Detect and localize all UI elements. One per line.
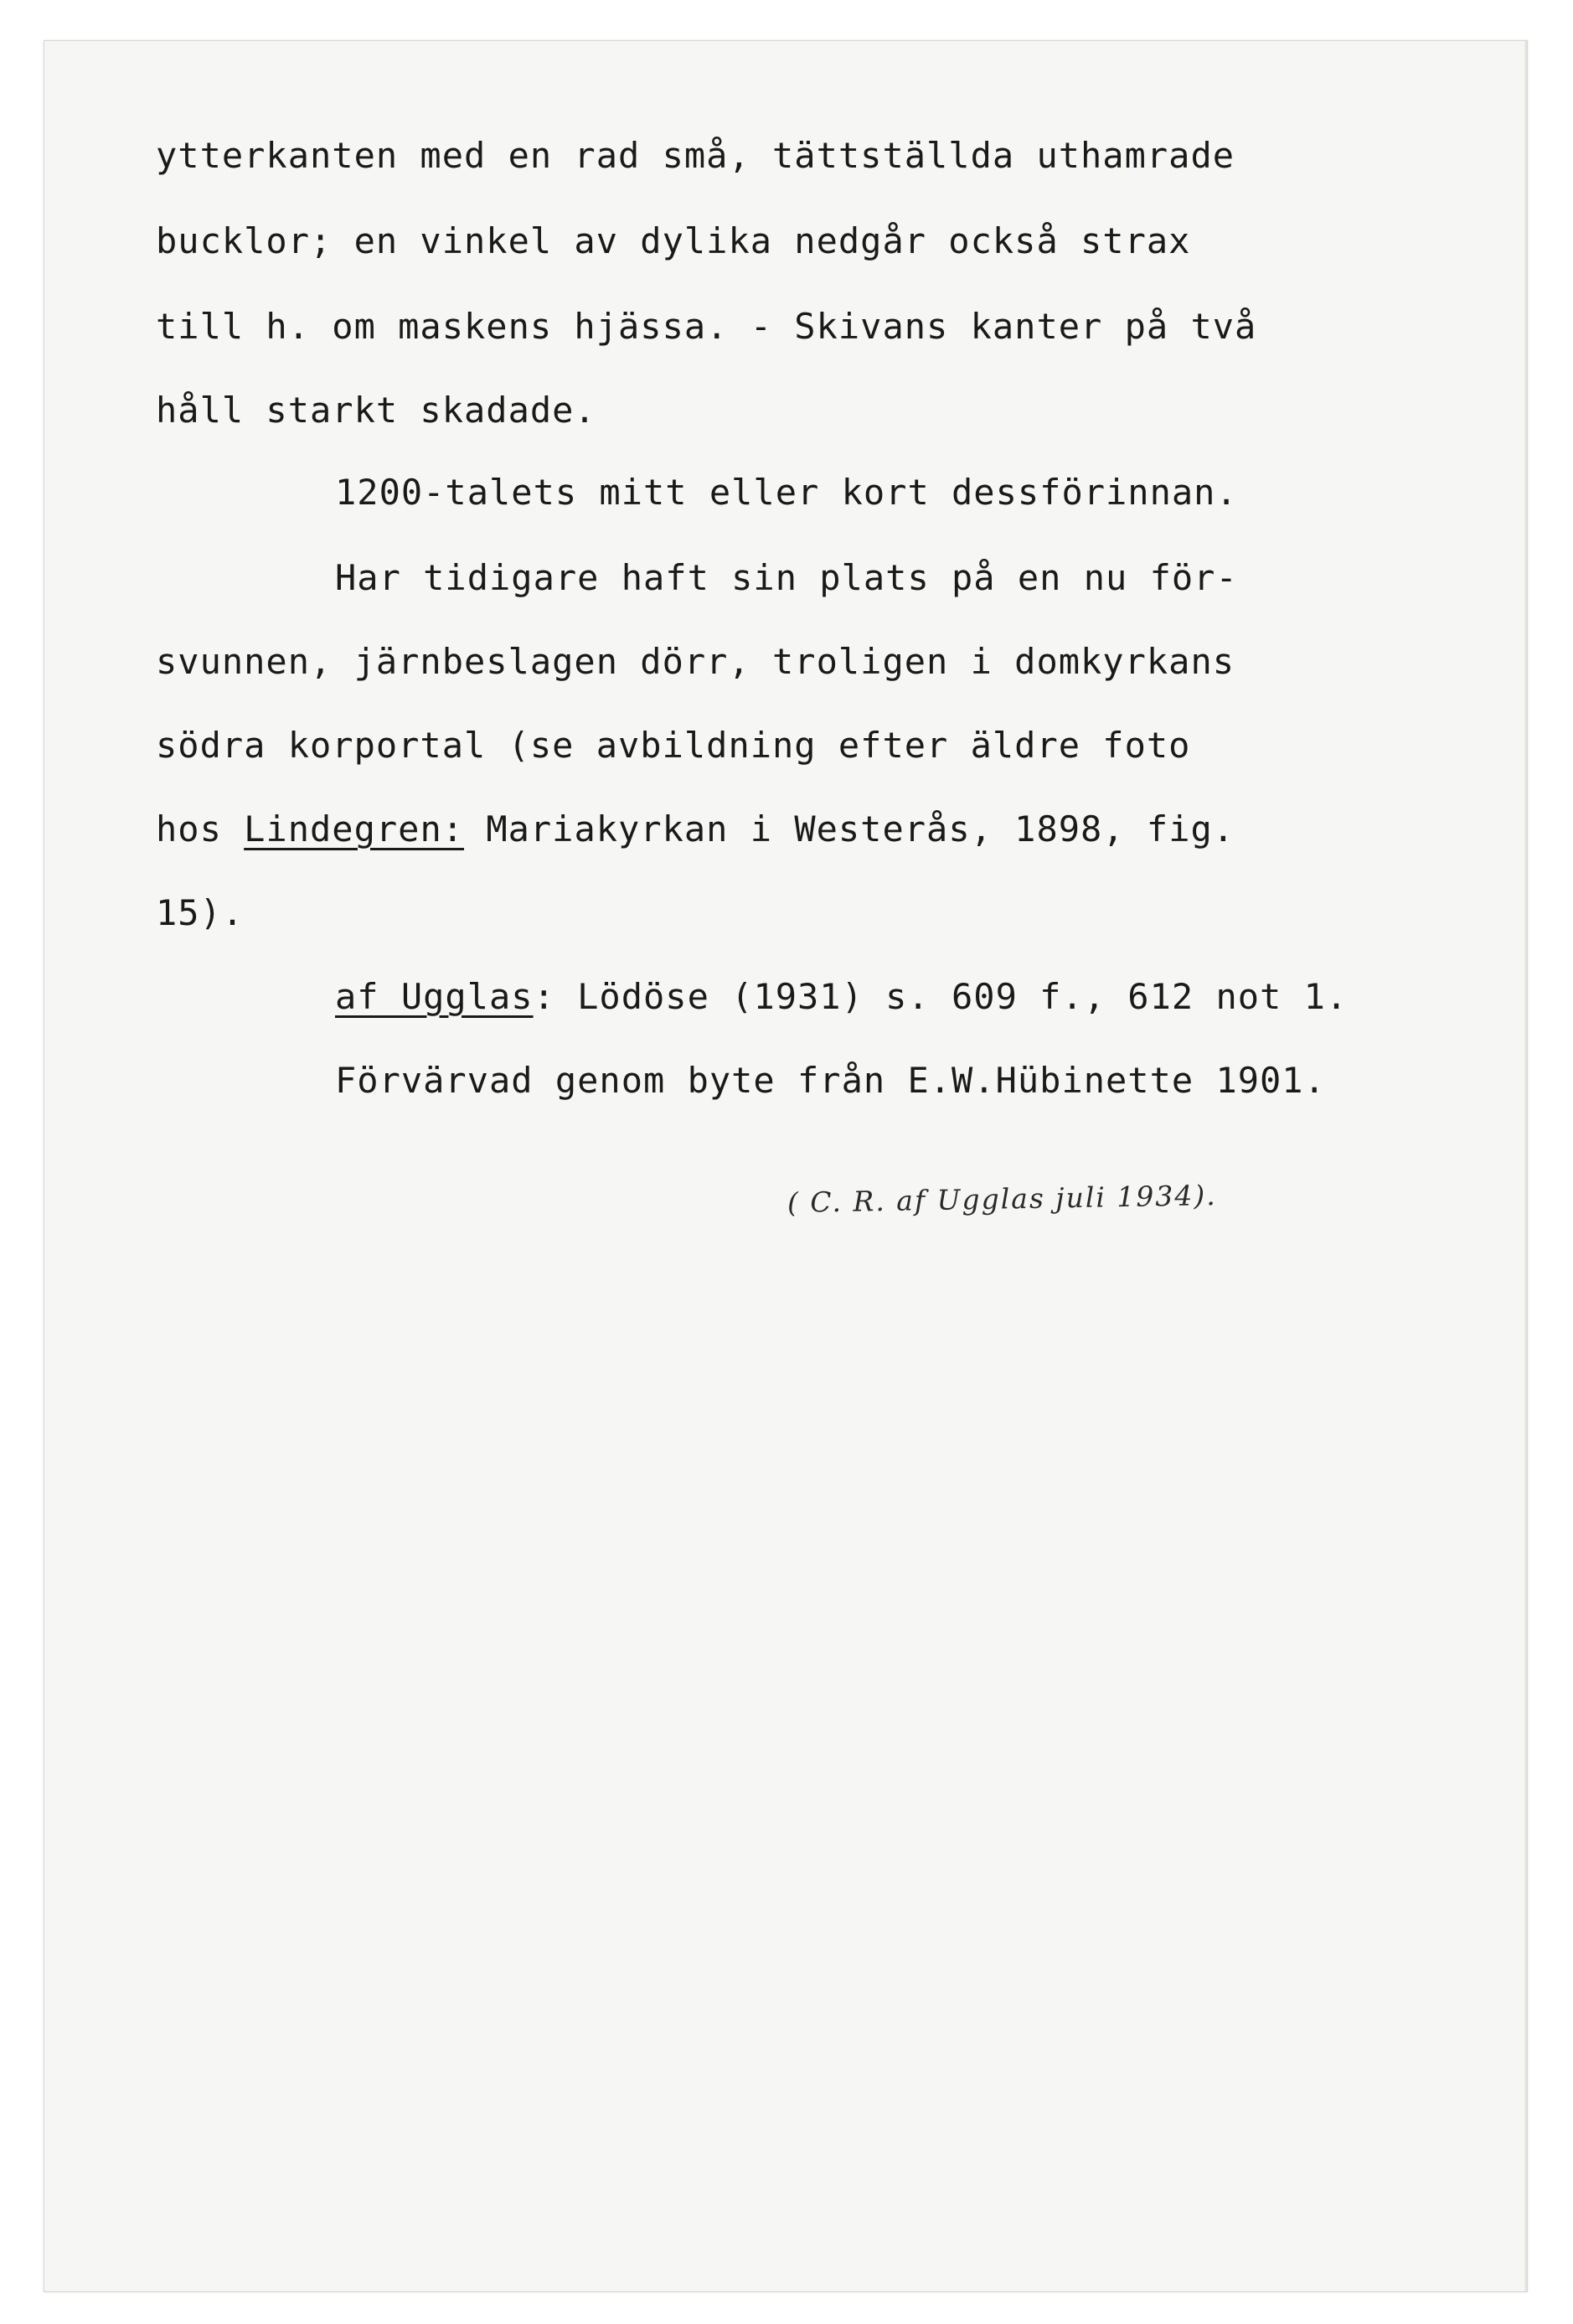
text-line-6: Har tidigare haft sin plats på en nu för- [335,557,1238,598]
document-sheet [44,40,1528,2292]
handwritten-signature-note: ( C. R. af Ugglas juli 1934). [786,1179,1218,1219]
text-line-1: ytterkanten med en rad små, tättställda uthamrade [156,135,1235,176]
text-line-3: till h. om maskens hjässa. - Skivans kanter på två [156,306,1257,347]
line9-prefix: hos [156,808,245,850]
text-line-2: bucklor; en vinkel av dylika nedgår också strax [156,220,1191,261]
text-line-7: svunnen, järnbeslagen dörr, troligen i domkyrkans [156,641,1235,682]
sheet-edge-shadow [1524,41,1527,2291]
underlined-author-af-ugglas: af Ugglas [335,976,534,1017]
text-line-10: 15). [156,892,245,933]
text-line-4: håll starkt skadade. [156,390,596,431]
text-line-5: 1200-talets mitt eller kort dessförinnan. [335,472,1238,513]
text-line-9 [156,808,1235,850]
reference-rest: : Lödöse (1931) s. 609 f., 612 not 1. [533,976,1349,1017]
line9-rest: Mariakyrkan i Westerås, 1898, fig. [464,808,1235,850]
text-line-8: södra korportal (se avbildning efter äldre foto [156,725,1191,766]
underlined-author-lindegren: Lindegren: [244,808,465,850]
acquisition-line: Förvärvad genom byte från E.W.Hübinette 1901. [335,1060,1326,1101]
reference-line [335,976,1349,1017]
